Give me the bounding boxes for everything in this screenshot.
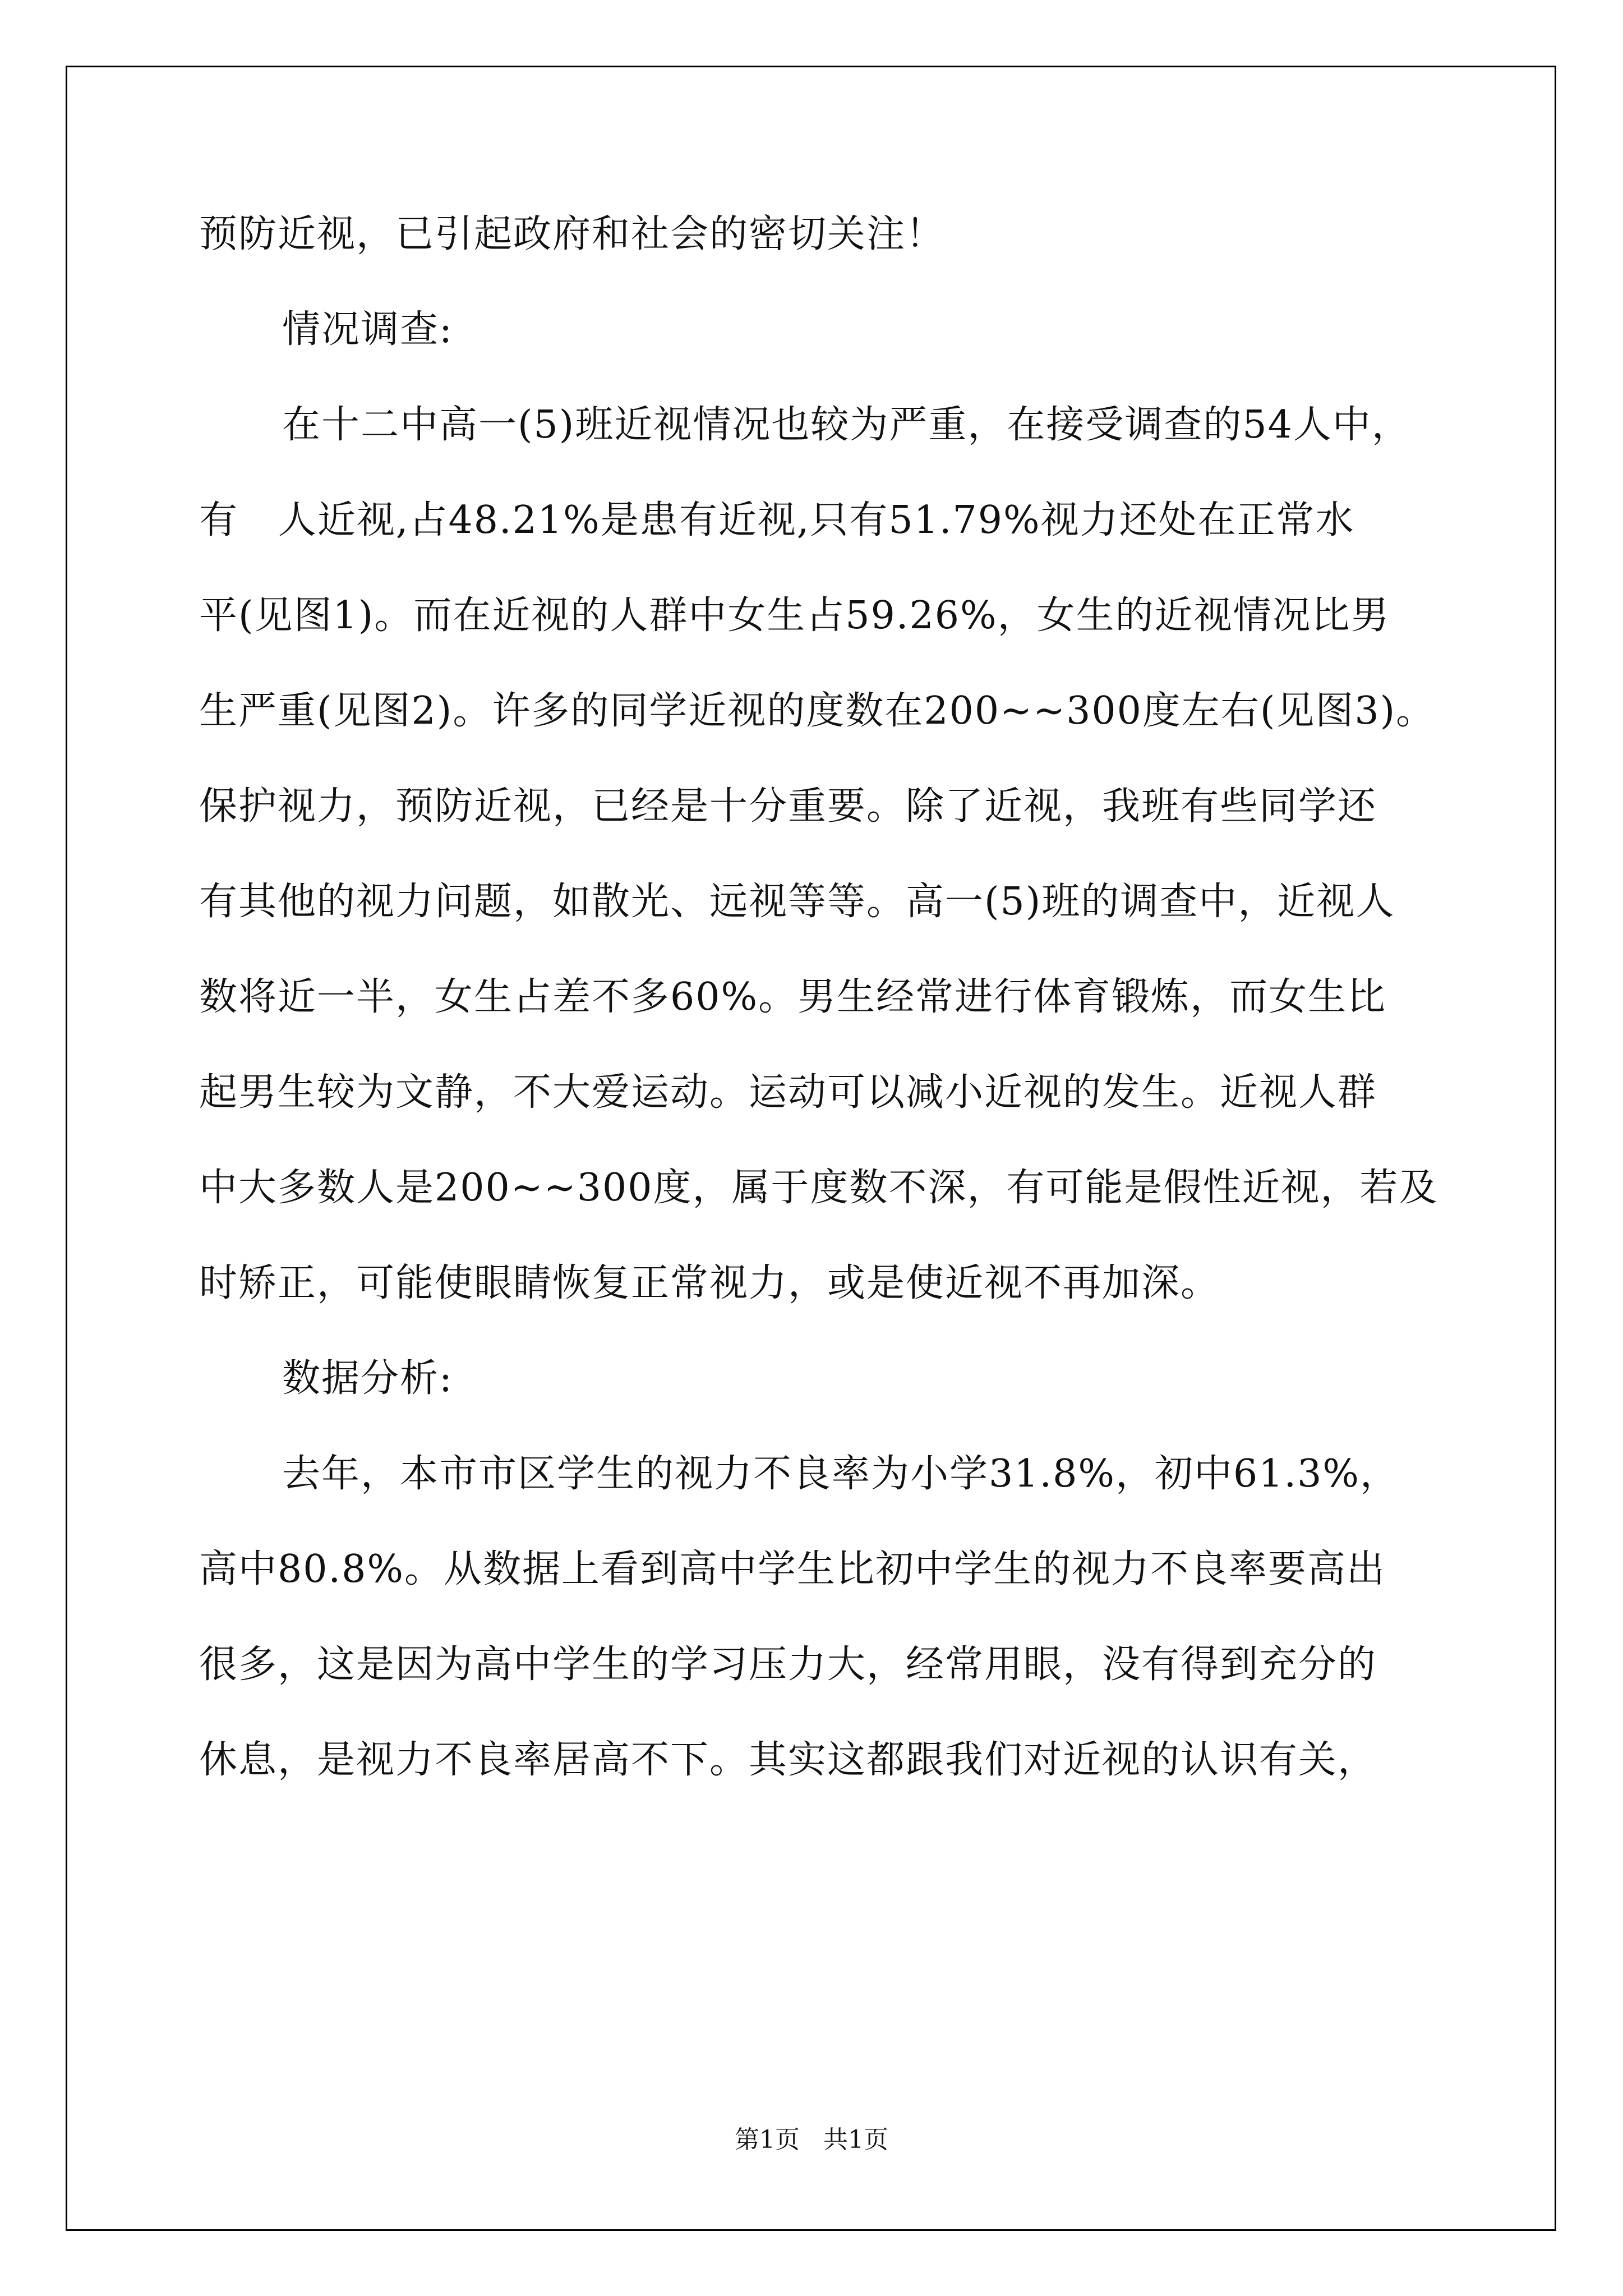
- text-line: 生严重(见图2)。许多的同学近视的度数在200~~300度左右(见图3)。: [199, 689, 1436, 733]
- text-line: 保护视力，预防近视，已经是十分重要。除了近视，我班有些同学还: [199, 784, 1377, 829]
- page-border: [66, 66, 1556, 2231]
- text-line: 去年，本市市区学生的视力不良率为小学31.8%，初中61.3%，: [282, 1452, 1400, 1496]
- text-line: 时矫正，可能使眼睛恢复正常视力，或是使近视不再加深。: [199, 1261, 1220, 1305]
- text-line: 在十二中高一(5)班近视情况也较为严重，在接受调查的54人中，: [282, 403, 1411, 447]
- text-line: 平(见图1)。而在近视的人群中女生占59.26%，女生的近视情况比男: [199, 593, 1390, 638]
- text-line: 起男生较为文静，不大爱运动。运动可以减小近视的发生。近视人群: [199, 1070, 1377, 1115]
- text-line: 有 人近视,占48.21%是患有近视,只有51.79%视力还处在正常水: [199, 498, 1355, 542]
- text-line: 高中80.8%。从数据上看到高中学生比初中学生的视力不良率要高出: [199, 1547, 1386, 1591]
- text-line: 休息，是视力不良率居高不下。其实这都跟我们对近视的认识有关，: [199, 1738, 1377, 1782]
- text-line: 数将近一半，女生占差不多60%。男生经常进行体育锻炼，而女生比: [199, 975, 1387, 1019]
- section-heading-analysis: 数据分析:: [282, 1356, 453, 1401]
- text-line: 很多，这是因为高中学生的学习压力大，经常用眼，没有得到充分的: [199, 1642, 1377, 1687]
- text-line: 预防近视，已引起政府和社会的密切关注！: [199, 212, 946, 256]
- text-line: 有其他的视力问题，如散光、远视等等。高一(5)班的调查中，近视人: [199, 880, 1395, 924]
- text-line: 中大多数人是200~~300度，属于度数不深，有可能是假性近视，若及: [199, 1166, 1438, 1210]
- section-heading-survey: 情况调查:: [282, 307, 453, 352]
- page-footer: 第1页 共1页: [735, 2125, 888, 2154]
